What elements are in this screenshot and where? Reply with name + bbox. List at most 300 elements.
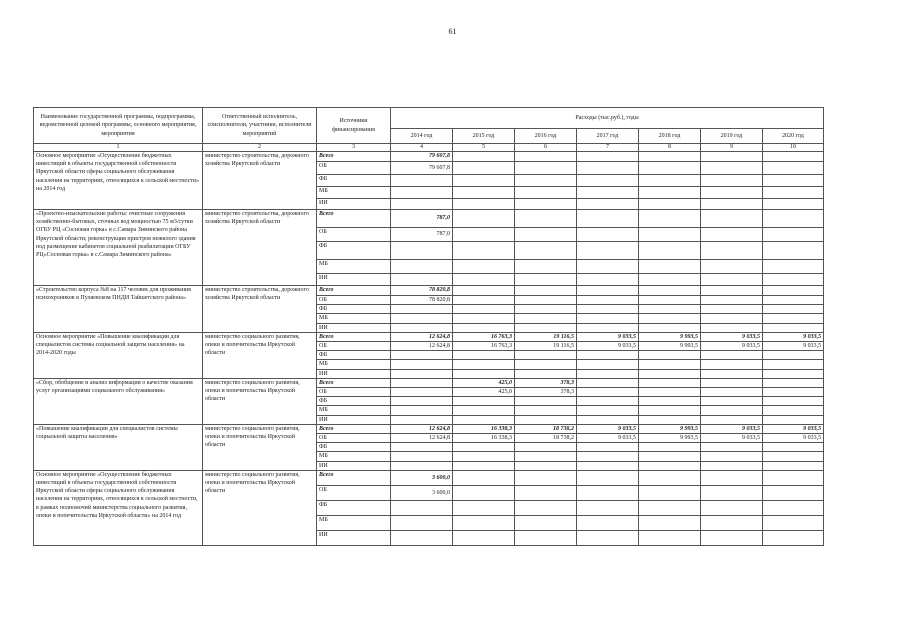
amount-cell: 12 624,8 (391, 342, 453, 351)
amount-cell (515, 242, 577, 260)
amount-cell (639, 530, 701, 545)
amount-cell (577, 470, 639, 485)
amount-cell (391, 369, 453, 378)
column-number: 5 (453, 144, 515, 152)
amount-cell (763, 187, 824, 199)
amount-cell (639, 199, 701, 210)
amount-cell (639, 210, 701, 228)
amount-cell (453, 260, 515, 274)
amount-cell (701, 360, 763, 369)
amount-cell (391, 314, 453, 323)
amount-cell (639, 351, 701, 360)
amount-cell (391, 274, 453, 286)
item-executor: министерство социального развития, опеки и попечительства Иркутской области (203, 424, 317, 470)
amount-cell (577, 461, 639, 470)
amount-cell (391, 305, 453, 314)
amount-cell (701, 175, 763, 187)
funding-source: МБ (317, 260, 391, 274)
amount-cell (639, 260, 701, 274)
amount-cell (577, 314, 639, 323)
amount-cell (701, 323, 763, 332)
amount-cell (515, 175, 577, 187)
amount-cell (763, 314, 824, 323)
amount-cell (453, 296, 515, 305)
amount-cell (763, 443, 824, 452)
amount-cell (701, 415, 763, 424)
amount-cell (391, 461, 453, 470)
amount-cell (577, 274, 639, 286)
amount-cell: 78 820,8 (391, 286, 453, 296)
header-year: 2015 год (453, 129, 515, 144)
column-number: 8 (639, 144, 701, 152)
amount-cell (515, 415, 577, 424)
funding-source: ФБ (317, 305, 391, 314)
amount-cell (453, 228, 515, 242)
amount-cell (453, 305, 515, 314)
amount-cell (763, 470, 824, 485)
column-number: 9 (701, 144, 763, 152)
funding-source: Всего (317, 210, 391, 228)
page-number: 61 (448, 27, 457, 36)
amount-cell (763, 242, 824, 260)
amount-cell (577, 152, 639, 162)
amount-cell (763, 210, 824, 228)
amount-cell (639, 314, 701, 323)
amount-cell: 9 033,5 (763, 342, 824, 351)
amount-cell (453, 323, 515, 332)
table-row (34, 286, 824, 296)
amount-cell (391, 351, 453, 360)
amount-cell: 787,0 (391, 228, 453, 242)
amount-cell (701, 452, 763, 461)
amount-cell (639, 369, 701, 378)
amount-cell (515, 296, 577, 305)
amount-cell (639, 461, 701, 470)
amount-cell (453, 369, 515, 378)
amount-cell: 79 607,8 (391, 152, 453, 162)
amount-cell (763, 199, 824, 210)
funding-source: Всего (317, 286, 391, 296)
amount-cell: 16 763,3 (453, 332, 515, 341)
amount-cell (515, 397, 577, 406)
funding-source: Всего (317, 470, 391, 485)
amount-cell (639, 242, 701, 260)
amount-cell (701, 274, 763, 286)
amount-cell (701, 305, 763, 314)
funding-source: ИИ (317, 461, 391, 470)
amount-cell (453, 152, 515, 162)
amount-cell (763, 397, 824, 406)
amount-cell (391, 242, 453, 260)
header-source: Источники финансирования (317, 108, 391, 144)
amount-cell (515, 228, 577, 242)
amount-cell (701, 461, 763, 470)
funding-source: ФБ (317, 500, 391, 515)
amount-cell: 9 033,5 (763, 434, 824, 443)
amount-cell (577, 443, 639, 452)
amount-cell (701, 296, 763, 305)
funding-source: ИИ (317, 199, 391, 210)
amount-cell: 9 993,5 (639, 434, 701, 443)
amount-cell (577, 286, 639, 296)
column-number: 6 (515, 144, 577, 152)
header-year: 2020 год (763, 129, 824, 144)
amount-cell (453, 443, 515, 452)
amount-cell (701, 199, 763, 210)
amount-cell: 79 607,8 (391, 162, 453, 175)
funding-source: МБ (317, 515, 391, 530)
amount-cell (763, 378, 824, 387)
amount-cell (639, 286, 701, 296)
amount-cell (639, 360, 701, 369)
funding-source: ФБ (317, 351, 391, 360)
amount-cell: 12 624,8 (391, 434, 453, 443)
amount-cell (701, 406, 763, 415)
amount-cell (763, 515, 824, 530)
amount-cell (763, 388, 824, 397)
item-name: Основное мероприятие «Повышение квалификации для специалистов системы социальной защиты населения» на 2014-2020 годы (34, 332, 203, 378)
amount-cell (639, 388, 701, 397)
amount-cell (453, 485, 515, 500)
amount-cell (763, 162, 824, 175)
amount-cell (391, 199, 453, 210)
item-executor: министерство социального развития, опеки и попечительства Иркутской области (203, 470, 317, 545)
amount-cell (515, 452, 577, 461)
amount-cell (763, 228, 824, 242)
amount-cell: 9 993,5 (639, 332, 701, 341)
amount-cell (639, 175, 701, 187)
amount-cell (639, 470, 701, 485)
header-name: Наименование государственной программы, подпрограммы, ведомственной целевой программы, основного мероприятия, мероприятия (34, 108, 203, 144)
amount-cell: 378,3 (515, 378, 577, 387)
funding-source: МБ (317, 406, 391, 415)
amount-cell (763, 152, 824, 162)
amount-cell (515, 360, 577, 369)
item-name: «Сбор, обобщение и анализ информации о качестве оказания услуг организациями социального обслуживания» (34, 378, 203, 424)
amount-cell (763, 305, 824, 314)
amount-cell (577, 162, 639, 175)
amount-cell: 78 820,8 (391, 296, 453, 305)
amount-cell (577, 260, 639, 274)
amount-cell: 378,3 (515, 388, 577, 397)
amount-cell (763, 175, 824, 187)
amount-cell (391, 515, 453, 530)
amount-cell (577, 351, 639, 360)
amount-cell (515, 260, 577, 274)
amount-cell (763, 260, 824, 274)
amount-cell (577, 378, 639, 387)
amount-cell (577, 305, 639, 314)
amount-cell (515, 286, 577, 296)
amount-cell (453, 406, 515, 415)
amount-cell: 16 763,3 (453, 342, 515, 351)
amount-cell (515, 470, 577, 485)
amount-cell (577, 210, 639, 228)
amount-cell: 16 338,3 (453, 424, 515, 433)
item-executor: министерство строительства, дорожного хозяйства Иркутской области (203, 152, 317, 210)
item-executor: министерство строительства, дорожного хозяйства Иркутской области (203, 286, 317, 333)
amount-cell (701, 187, 763, 199)
amount-cell (701, 351, 763, 360)
header-year: 2019 год (701, 129, 763, 144)
table-row (34, 378, 824, 387)
amount-cell (639, 162, 701, 175)
funding-source: Всего (317, 424, 391, 433)
funding-source: ФБ (317, 175, 391, 187)
amount-cell (391, 452, 453, 461)
amount-cell (577, 415, 639, 424)
amount-cell: 16 338,3 (453, 434, 515, 443)
amount-cell: 9 033,5 (763, 424, 824, 433)
amount-cell (763, 485, 824, 500)
amount-cell: 9 033,5 (577, 424, 639, 433)
amount-cell (639, 443, 701, 452)
amount-cell (391, 323, 453, 332)
amount-cell (515, 500, 577, 515)
funding-source: Всего (317, 332, 391, 341)
amount-cell (391, 415, 453, 424)
amount-cell (701, 228, 763, 242)
funding-source: ОБ (317, 296, 391, 305)
funding-source: ИИ (317, 415, 391, 424)
item-name: Основное мероприятие «Осуществление бюджетных инвестиций в объекты государственной собственности Иркутской области сферы социального обслуживания населения на территориях, относящихся к сельской местности, в рамках полномочий министерства социального развития, опеки и попечительства Иркутской области» на 2014 год (34, 470, 203, 545)
amount-cell (577, 175, 639, 187)
amount-cell (577, 242, 639, 260)
amount-cell (763, 351, 824, 360)
amount-cell (763, 406, 824, 415)
amount-cell (577, 199, 639, 210)
amount-cell (639, 397, 701, 406)
amount-cell (515, 443, 577, 452)
amount-cell (515, 369, 577, 378)
funding-source: ИИ (317, 369, 391, 378)
item-executor: министерство строительства, дорожного хозяйства Иркутской области (203, 210, 317, 286)
amount-cell (577, 485, 639, 500)
amount-cell (639, 274, 701, 286)
amount-cell (763, 369, 824, 378)
amount-cell (515, 485, 577, 500)
funding-source: МБ (317, 452, 391, 461)
header-year: 2016 год (515, 129, 577, 144)
column-number: 2 (203, 144, 317, 152)
funding-source: Всего (317, 152, 391, 162)
amount-cell: 18 738,2 (515, 434, 577, 443)
item-name: Основное мероприятие «Осуществление бюджетных инвестиций в объекты государственной собственности Иркутской области сферы социального обслуживания населения на территориях, относящихся к сельской местности» на 2014 год (34, 152, 203, 210)
amount-cell (639, 378, 701, 387)
amount-cell (701, 485, 763, 500)
amount-cell (639, 515, 701, 530)
amount-cell (453, 530, 515, 545)
amount-cell: 18 738,2 (515, 424, 577, 433)
amount-cell (577, 397, 639, 406)
amount-cell (763, 530, 824, 545)
amount-cell (763, 296, 824, 305)
amount-cell (453, 274, 515, 286)
amount-cell (701, 242, 763, 260)
header-year: 2014 год (391, 129, 453, 144)
amount-cell (577, 406, 639, 415)
header-year: 2018 год (639, 129, 701, 144)
amount-cell: 3 600,0 (391, 470, 453, 485)
funding-source: ФБ (317, 397, 391, 406)
table-row (34, 332, 824, 341)
amount-cell (515, 515, 577, 530)
amount-cell (701, 260, 763, 274)
amount-cell (391, 397, 453, 406)
amount-cell (639, 305, 701, 314)
amount-cell (453, 515, 515, 530)
funding-source: ИИ (317, 323, 391, 332)
table-row (34, 210, 824, 228)
amount-cell (639, 452, 701, 461)
amount-cell (515, 305, 577, 314)
amount-cell (639, 485, 701, 500)
funding-source: МБ (317, 187, 391, 199)
amount-cell (577, 187, 639, 199)
amount-cell (453, 360, 515, 369)
amount-cell (577, 323, 639, 332)
amount-cell (515, 162, 577, 175)
amount-cell: 9 033,5 (701, 332, 763, 341)
amount-cell (701, 162, 763, 175)
table-row (34, 424, 824, 433)
item-executor: министерство социального развития, опеки и попечительства Иркутской области (203, 332, 317, 378)
amount-cell (577, 369, 639, 378)
amount-cell (577, 296, 639, 305)
funding-source: ОБ (317, 388, 391, 397)
funding-source: ОБ (317, 162, 391, 175)
amount-cell (639, 187, 701, 199)
table-row (34, 152, 824, 162)
amount-cell (577, 515, 639, 530)
funding-source: ИИ (317, 530, 391, 545)
amount-cell (577, 500, 639, 515)
amount-cell (391, 388, 453, 397)
amount-cell (515, 461, 577, 470)
amount-cell (577, 452, 639, 461)
amount-cell (763, 360, 824, 369)
amount-cell (453, 461, 515, 470)
amount-cell (453, 500, 515, 515)
amount-cell (577, 360, 639, 369)
amount-cell: 9 033,5 (701, 434, 763, 443)
amount-cell: 9 993,5 (639, 342, 701, 351)
amount-cell (391, 500, 453, 515)
item-executor: министерство социального развития, опеки и попечительства Иркутской области (203, 378, 317, 424)
amount-cell (763, 286, 824, 296)
funding-source: МБ (317, 314, 391, 323)
amount-cell (577, 228, 639, 242)
amount-cell (639, 152, 701, 162)
amount-cell: 9 033,5 (701, 424, 763, 433)
amount-cell (453, 397, 515, 406)
amount-cell (577, 530, 639, 545)
amount-cell (453, 242, 515, 260)
funding-source: ФБ (317, 242, 391, 260)
amount-cell (701, 530, 763, 545)
amount-cell (453, 199, 515, 210)
amount-cell (453, 470, 515, 485)
header-year: 2017 год (577, 129, 639, 144)
amount-cell: 9 033,5 (577, 434, 639, 443)
amount-cell: 19 116,5 (515, 342, 577, 351)
amount-cell (701, 286, 763, 296)
amount-cell (639, 228, 701, 242)
amount-cell (515, 351, 577, 360)
amount-cell (701, 443, 763, 452)
amount-cell: 12 624,8 (391, 424, 453, 433)
amount-cell (391, 360, 453, 369)
amount-cell: 12 624,8 (391, 332, 453, 341)
amount-cell: 425,0 (453, 388, 515, 397)
amount-cell (515, 406, 577, 415)
amount-cell (763, 461, 824, 470)
amount-cell (453, 286, 515, 296)
amount-cell (639, 500, 701, 515)
amount-cell (701, 210, 763, 228)
table-row (34, 470, 824, 485)
amount-cell (453, 314, 515, 323)
funding-source: ОБ (317, 434, 391, 443)
amount-cell: 9 033,5 (577, 332, 639, 341)
amount-cell (453, 415, 515, 424)
funding-source: ОБ (317, 485, 391, 500)
amount-cell (639, 323, 701, 332)
amount-cell (639, 406, 701, 415)
amount-cell (391, 187, 453, 199)
amount-cell (701, 515, 763, 530)
item-name: «Строительство корпуса №8 на 117 человек для проживания психохроников в Пуляевском ПНДИ Тайшетского района» (34, 286, 203, 333)
amount-cell (763, 500, 824, 515)
amount-cell (453, 452, 515, 461)
amount-cell (453, 351, 515, 360)
amount-cell (639, 296, 701, 305)
column-number: 4 (391, 144, 453, 152)
amount-cell (639, 415, 701, 424)
amount-cell (701, 378, 763, 387)
amount-cell (391, 530, 453, 545)
funding-source: МБ (317, 360, 391, 369)
amount-cell: 9 033,5 (701, 342, 763, 351)
amount-cell: 9 033,5 (577, 342, 639, 351)
amount-cell (701, 314, 763, 323)
amount-cell (763, 452, 824, 461)
funding-source: ОБ (317, 228, 391, 242)
amount-cell (763, 415, 824, 424)
amount-cell: 19 116,5 (515, 332, 577, 341)
amount-cell (515, 152, 577, 162)
amount-cell (763, 274, 824, 286)
funding-source: ОБ (317, 342, 391, 351)
amount-cell (453, 162, 515, 175)
amount-cell (391, 406, 453, 415)
amount-cell (515, 274, 577, 286)
header-executor: Ответственный исполнитель, соисполнители, участники, исполнители мероприятий (203, 108, 317, 144)
amount-cell (701, 397, 763, 406)
amount-cell (701, 470, 763, 485)
expenses-table (33, 107, 824, 546)
amount-cell (453, 175, 515, 187)
amount-cell (453, 210, 515, 228)
amount-cell (701, 388, 763, 397)
amount-cell (391, 443, 453, 452)
amount-cell (701, 369, 763, 378)
amount-cell (515, 210, 577, 228)
amount-cell (701, 500, 763, 515)
funding-source: ИИ (317, 274, 391, 286)
amount-cell (515, 187, 577, 199)
amount-cell: 3 600,0 (391, 485, 453, 500)
